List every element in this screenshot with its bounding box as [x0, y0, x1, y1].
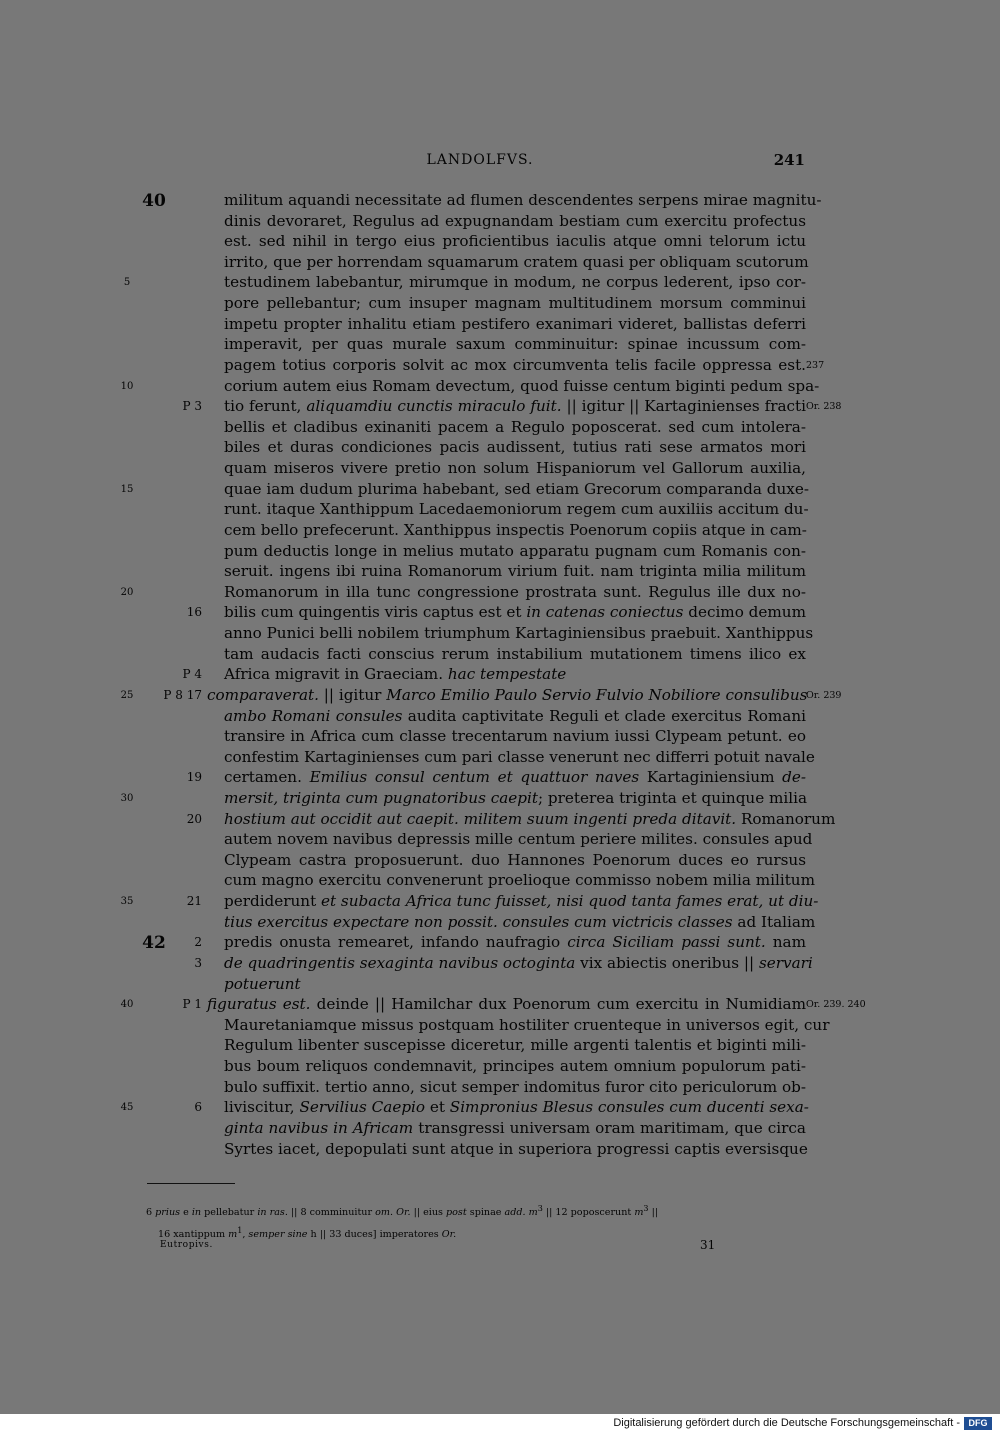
text-line: [0, 314, 1000, 335]
text-line: [0, 664, 1000, 685]
footnote-line: 6 prius e in pellebatur in ras. || 8 comminuitur om. Or. || eius post spinae add. $m^3$ || 12 poposcerunt $m^3$ ||: [146, 1204, 659, 1219]
source-reference: P 8 17: [163, 687, 202, 702]
orosius-reference: Or. 239: [806, 689, 842, 701]
text-line: [0, 396, 1000, 417]
text-line: [0, 520, 1000, 541]
line-text: corium autem eius Romam devectum, quod fuisse centum biginti pedum spa-: [224, 376, 820, 395]
text-line: [0, 582, 1000, 603]
line-text: testudinem labebantur, mirumque in modum, ne corpus lederent, ipso cor-: [224, 273, 806, 292]
text-line: [0, 1139, 1000, 1160]
source-reference: 21: [186, 894, 202, 909]
text-line: [0, 211, 1000, 232]
line-text: tio ferunt, aliquamdiu cunctis miraculo fuit. || igitur || Kartaginienses fracti: [224, 397, 806, 416]
line-text: est. sed nihil in tergo eius proficientibus iaculis atque omni telorum ictu: [224, 232, 806, 251]
text-line: [0, 1035, 1000, 1056]
text-line: [0, 767, 1000, 788]
line-text: pore pellebantur; cum insuper magnam multitudinem morsum comminui: [224, 294, 806, 313]
text-line: [0, 561, 1000, 582]
line-number: 30: [120, 792, 134, 804]
line-number: 25: [120, 689, 134, 701]
running-title: LANDOLFVS.: [426, 152, 534, 168]
text-line: [0, 334, 1000, 355]
source-reference: 20: [186, 811, 202, 826]
text-line: [0, 252, 1000, 273]
source-reference: P 4: [182, 667, 202, 682]
line-text: bellis et cladibus exinaniti pacem a Regulo poposcerat. sed cum intolera-: [224, 417, 806, 436]
chapter-number: 42: [142, 933, 166, 954]
line-text: bus boum reliquos condemnavit, principes autem omnium populorum pati-: [224, 1057, 806, 1076]
line-number: 20: [120, 586, 134, 598]
line-text: biles et duras condiciones pacis audissent, tutius rati sese armatos mori: [224, 438, 806, 457]
text-line: [0, 747, 1000, 768]
line-text: potuerunt: [224, 974, 301, 993]
text-line: [0, 499, 1000, 520]
text-line: [0, 685, 1000, 706]
text-line: [0, 376, 1000, 397]
line-text: figuratus est. deinde || Hamilchar dux Poenorum cum exercitu in Numidiam: [207, 995, 806, 1014]
source-reference: 3: [194, 955, 202, 970]
page-number: 241: [773, 151, 805, 169]
line-text: hostium aut occidit aut caepit. militem suum ingenti preda ditavit. Romanorum: [224, 809, 836, 828]
source-reference: 19: [186, 770, 202, 785]
line-text: irrito, que per horrendam squamarum cratem quasi per obliquam scutorum: [224, 252, 809, 271]
line-text: pum deductis longe in melius mutato apparatu pugnam cum Romanis con-: [224, 541, 806, 560]
line-text: comparaverat. || igitur Marco Emilio Paulo Servio Fulvio Nobiliore consulibus: [207, 685, 808, 704]
text-line: [0, 437, 1000, 458]
text-line: [0, 974, 1000, 995]
text-line: [0, 458, 1000, 479]
dfg-logo: DFG: [964, 1417, 992, 1430]
line-text: ambo Romani consules audita captivitate Reguli et clade exercitus Romani: [224, 706, 806, 725]
line-text: seruit. ingens ibi ruina Romanorum virium fuit. nam triginta milia militum: [224, 562, 806, 581]
line-text: runt. itaque Xanthippum Lacedaemoniorum regem cum auxiliis accitum du-: [224, 500, 809, 519]
text-line: [0, 417, 1000, 438]
line-text: tius exercitus expectare non possit. consules cum victricis classes ad Italiam: [224, 912, 816, 931]
line-text: tam audacis facti conscius rerum instabilium mutationem timens ilico ex: [224, 644, 806, 663]
line-text: Mauretaniamque missus postquam hostiliter cruenteque in universos egit, cur: [224, 1015, 830, 1034]
text-line: [0, 541, 1000, 562]
text-line: [0, 231, 1000, 252]
text-line: [0, 726, 1000, 747]
text-line: [0, 994, 1000, 1015]
chapter-number: 40: [142, 191, 166, 211]
text-line: [0, 850, 1000, 871]
line-number: 5: [123, 277, 131, 289]
text-line: [0, 355, 1000, 376]
line-text: quam miseros vivere pretio non solum Hispaniorum vel Gallorum auxilia,: [224, 459, 806, 478]
text-line: [0, 1118, 1000, 1139]
text-line: [0, 891, 1000, 912]
funding-banner: [0, 1414, 1000, 1434]
text-line: [0, 932, 1000, 953]
line-text: dinis devoraret, Regulus ad expugnandam bestiam cum exercitu profectus: [224, 211, 806, 230]
line-text: bilis cum quingentis viris captus est et in catenas coniectus decimo demum: [224, 603, 806, 622]
line-text: Regulum libenter suscepisse diceretur, mille argenti talentis et biginti mili-: [224, 1036, 806, 1055]
text-line: [0, 706, 1000, 727]
text-line: [0, 1056, 1000, 1077]
line-text: confestim Kartaginienses cum pari classe venerunt nec differri potuit navale: [224, 747, 815, 766]
signature-mark: Eutropivs.: [160, 1240, 213, 1250]
text-line: [0, 870, 1000, 891]
text-line: [0, 623, 1000, 644]
line-text: certamen. Emilius consul centum et quattuor naves Kartaginiensium de-: [224, 768, 806, 787]
line-text: mersit, triginta cum pugnatoribus caepit; preterea triginta et quinque milia: [224, 788, 808, 807]
line-text: perdiderunt et subacta Africa tunc fuisset, nisi quod tanta fames erat, ut diu-: [224, 892, 819, 911]
line-text: quae iam dudum plurima habebant, sed etiam Grecorum comparanda duxe-: [224, 479, 809, 498]
line-text: imperavit, per quas murale saxum comminuitur: spinae incussum com-: [224, 335, 806, 354]
text-line: [0, 788, 1000, 809]
line-text: cem bello prefecerunt. Xanthippus inspectis Poenorum copiis atque in cam-: [224, 520, 807, 539]
text-line: [0, 644, 1000, 665]
source-reference: 16: [186, 605, 202, 620]
line-number: 10: [120, 380, 134, 392]
source-reference: 6: [194, 1100, 202, 1115]
orosius-reference: Or. 238: [806, 401, 842, 413]
text-line: [0, 953, 1000, 974]
line-text: pagem totius corporis solvit ac mox circumventa telis facile oppressa est.: [224, 355, 806, 374]
orosius-reference: 237: [806, 359, 825, 371]
line-text: Africa migravit in Graeciam. hac tempestate: [224, 665, 567, 684]
line-text: autem novem navibus depressis mille centum periere milites. consules apud: [224, 830, 813, 849]
line-number: 45: [120, 1102, 134, 1114]
text-line: [0, 829, 1000, 850]
line-text: Clypeam castra proposuerunt. duo Hannones Poenorum duces eo rursus: [224, 850, 806, 869]
line-number: 15: [120, 483, 134, 495]
line-text: liviscitur, Servilius Caepio et Simpronius Blesus consules cum ducenti sexa-: [224, 1098, 809, 1117]
footnote-rule: [147, 1183, 235, 1184]
text-line: [0, 272, 1000, 293]
line-text: anno Punici belli nobilem triumphum Kartaginiensibus praebuit. Xanthippus: [224, 624, 814, 643]
funding-text: Digitalisierung gefördert durch die Deutsche Forschungsgemeinschaft -: [613, 1417, 960, 1429]
line-text: predis onusta remearet, infando naufragio circa Siciliam passi sunt. nam: [224, 933, 806, 952]
text-line: [0, 809, 1000, 830]
line-text: Syrtes iacet, depopulati sunt atque in superiora progressi captis eversisque: [224, 1139, 808, 1158]
footnote-line: 16 xantippum $m^1$, semper sine h || 33 duces] imperatores Or.: [158, 1226, 457, 1241]
text-line: [0, 1015, 1000, 1036]
line-text: cum magno exercitu convenerunt proelioque commisso nobem milia militum: [224, 871, 815, 890]
line-text: Romanorum in illa tunc congressione prostrata sunt. Regulus ille dux no-: [224, 582, 806, 601]
line-number: 40: [120, 999, 134, 1011]
line-text: transire in Africa cum classe trecentarum navium iussi Clypeam petunt. eo: [224, 727, 806, 746]
line-number: 35: [120, 896, 134, 908]
text-line: [0, 479, 1000, 500]
line-text: ginta navibus in Africam transgressi universam oram maritimam, que circa: [224, 1118, 806, 1137]
text-line: [0, 602, 1000, 623]
orosius-reference: Or. 239. 240: [806, 999, 866, 1011]
signature-number: 31: [700, 1238, 716, 1252]
text-line: [0, 912, 1000, 933]
line-text: bulo suffixit. tertio anno, sicut semper indomitus furor cito periculorum ob-: [224, 1077, 806, 1096]
text-line: [0, 1077, 1000, 1098]
source-reference: 2: [194, 935, 202, 950]
source-reference: P 1: [182, 997, 202, 1012]
text-line: [0, 293, 1000, 314]
line-text: impetu propter inhalitu etiam pestifero exanimari videret, ballistas deferri: [224, 314, 806, 333]
line-text: de quadringentis sexaginta navibus octoginta vix abiectis oneribus || servari: [224, 953, 813, 972]
line-text: militum aquandi necessitate ad flumen descendentes serpens mirae magnitu-: [224, 191, 822, 209]
text-line: [0, 190, 1000, 211]
source-reference: P 3: [182, 399, 202, 414]
text-line: [0, 1097, 1000, 1118]
